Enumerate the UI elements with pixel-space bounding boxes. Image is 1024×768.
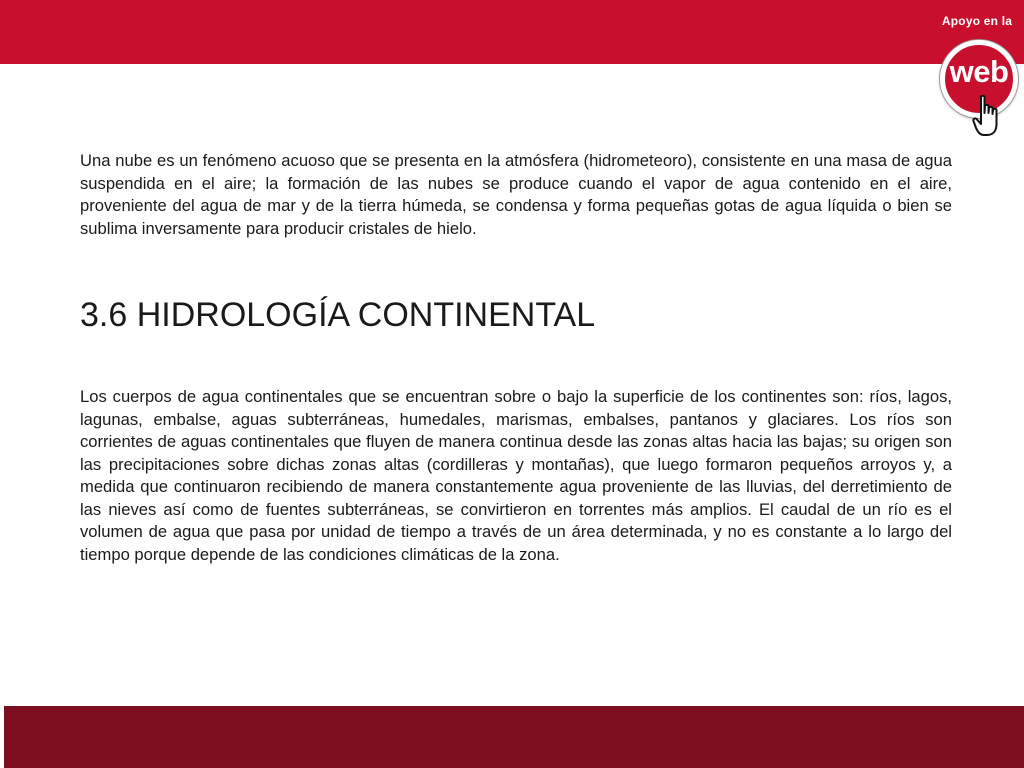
- logo-caption: Apoyo en la: [941, 14, 1013, 28]
- logo-word: web: [949, 54, 1009, 89]
- continental-hydrology-paragraph: Los cuerpos de agua continentales que se encuentran sobre o bajo la superficie de los continentes son: ríos, lagos, lagunas, embalse, aguas subterráneas, humedales, marismas, embalses, pantanos y glaciares. Los ríos son corrientes de aguas continentales que fluyen de manera continua desde las zonas altas hacia las bajas; su origen son las precipitaciones sobre dichas zonas altas (cordilleras y montañas), que luego formaron pequeños arroyos y, a medida que continuaron recibiendo de manera constantemente agua proveniente de las lluvias, del derretimiento de las nieves así como de fuentes subterráneas, se convirtieron en torrentes más amplios. El caudal de un río es el volumen de agua que pasa por unidad de tiempo a través de un área determinada, y no es constante a lo largo del tiempo porque depende de las condiciones climáticas de la zona.: [80, 387, 952, 564]
- section-heading: 3.6 HIDROLOGÍA CONTINENTAL: [80, 296, 596, 334]
- pointing-hand-cursor-icon: [972, 94, 1006, 138]
- top-banner: [0, 0, 1024, 64]
- apoyo-web-logo[interactable]: [930, 8, 1024, 140]
- cloud-definition-paragraph: Una nube es un fenómeno acuoso que se presenta en la atmósfera (hidrometeoro), consistente en una masa de agua suspendida en el aire; la formación de las nubes se produce cuando el vapor de agua contenido en el aire, proveniente del agua de mar y de la tierra húmeda, se condensa y forma pequeñas gotas de agua líquida o bien se sublima inversamente para producir cristales de hielo.: [80, 151, 952, 238]
- bottom-banner: [4, 706, 1024, 768]
